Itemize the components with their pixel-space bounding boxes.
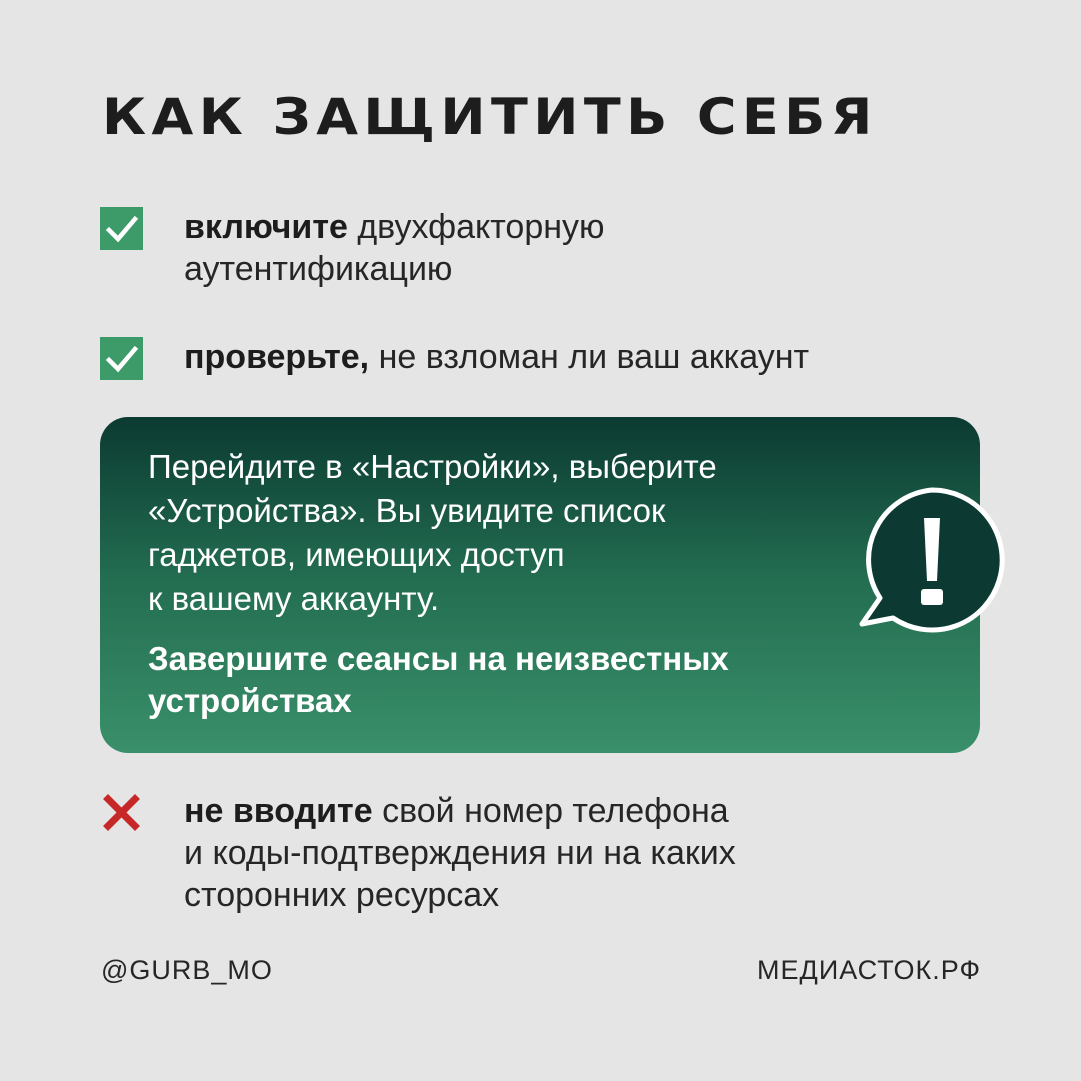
list-item-text: включите двухфакторную аутентификацию — [184, 208, 605, 288]
list-item-text: проверьте, не взломан ли ваш аккаунт — [184, 338, 810, 376]
exclamation-bubble-icon — [858, 486, 1006, 638]
list-item-check-account — [100, 336, 809, 380]
instruction-text: Перейдите в «Настройки», выберите «Устройства». Вы увидите список гаджетов, имеющих доступ к вашему аккаунту. — [148, 448, 717, 617]
instruction-action: Завершите сеансы на неизвестных устройствах — [148, 640, 729, 719]
check-icon — [100, 337, 143, 380]
check-icon — [100, 207, 143, 250]
cross-icon — [100, 791, 143, 834]
list-item-dont-enter — [100, 790, 736, 916]
page-title: КАК ЗАЩИТИТЬ СЕБЯ — [102, 88, 878, 146]
list-item-text: не вводите свой номер телефона и коды-подтверждения ни на каких сторонних ресурсах — [184, 792, 736, 914]
site-name: МЕДИАСТОК.РФ — [757, 955, 981, 985]
instruction-card — [100, 417, 980, 753]
social-handle: @GURB_MO — [101, 955, 273, 985]
list-item-enable-2fa — [100, 206, 605, 290]
